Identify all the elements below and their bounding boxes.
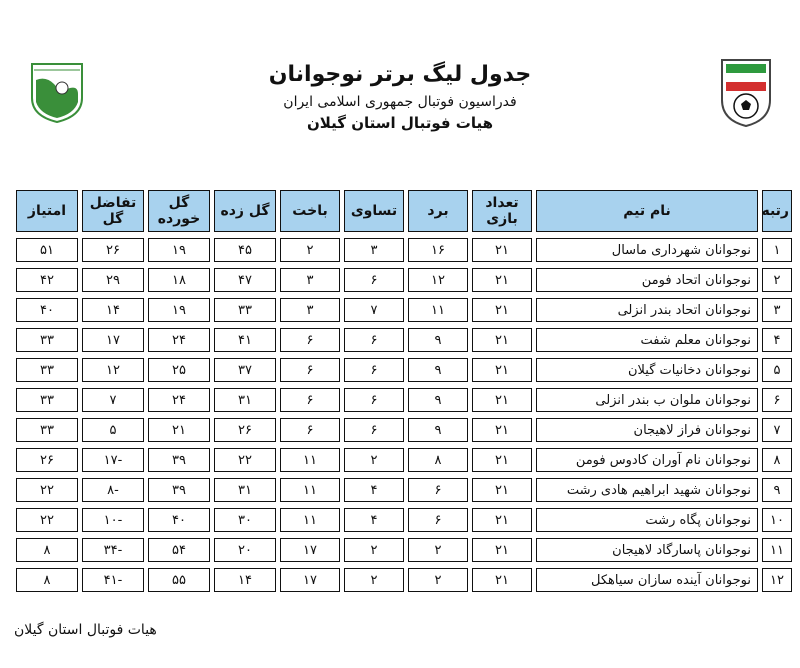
goals-for-cell: ۲۰ [214,538,276,562]
points-cell: ۳۳ [16,358,78,382]
table-row [16,358,792,382]
table-row [16,418,792,442]
table-header-row [16,190,792,232]
goals-for-cell: ۴۵ [214,238,276,262]
won-cell: ۹ [408,328,468,352]
lost-cell: ۶ [280,328,340,352]
rank-cell: ۷ [762,418,792,442]
goal-difference-cell: ۲۹ [82,268,144,292]
goal-difference-cell: ۱۲ [82,358,144,382]
column-header: تساوی [344,190,404,232]
rank-cell: ۹ [762,478,792,502]
team-cell: نوجوانان فراز لاهیجان [536,418,758,442]
goals-against-cell: ۲۱ [148,418,210,442]
table-row [16,238,792,262]
goal-difference-cell: ۵ [82,418,144,442]
rank-cell: ۳ [762,298,792,322]
won-cell: ۹ [408,418,468,442]
won-cell: ۹ [408,358,468,382]
table-row [16,568,792,592]
goals-for-cell: ۴۷ [214,268,276,292]
lost-cell: ۱۷ [280,538,340,562]
points-cell: ۸ [16,568,78,592]
won-cell: ۱۶ [408,238,468,262]
rank-cell: ۱۱ [762,538,792,562]
column-header: برد [408,190,468,232]
drawn-cell: ۴ [344,478,404,502]
lost-cell: ۶ [280,418,340,442]
team-cell: نوجوانان پگاه رشت [536,508,758,532]
lost-cell: ۳ [280,298,340,322]
federation-name: فدراسیون فوتبال جمهوری اسلامی ایران [283,94,517,110]
goals-for-cell: ۴۱ [214,328,276,352]
points-cell: ۴۰ [16,298,78,322]
goals-for-cell: ۲۶ [214,418,276,442]
lost-cell: ۳ [280,268,340,292]
played-cell: ۲۱ [472,328,532,352]
drawn-cell: ۲ [344,538,404,562]
played-cell: ۲۱ [472,238,532,262]
table-row [16,448,792,472]
goals-for-cell: ۳۱ [214,388,276,412]
team-cell: نوجوانان شهید ابراهیم هادی رشت [536,478,758,502]
played-cell: ۲۱ [472,448,532,472]
standings-table [12,184,796,598]
table-row [16,328,792,352]
team-cell: نوجوانان پاسارگاد لاهیجان [536,538,758,562]
rank-cell: ۸ [762,448,792,472]
won-cell: ۹ [408,388,468,412]
table-row [16,478,792,502]
goals-for-cell: ۳۷ [214,358,276,382]
lost-cell: ۱۱ [280,478,340,502]
table-row [16,388,792,412]
goal-difference-cell: -۴۱ [82,568,144,592]
goals-against-cell: ۲۴ [148,388,210,412]
rank-cell: ۴ [762,328,792,352]
column-header: تعداد بازی [472,190,532,232]
drawn-cell: ۶ [344,328,404,352]
drawn-cell: ۴ [344,508,404,532]
goal-difference-cell: -۱۰ [82,508,144,532]
page-header [0,0,800,180]
played-cell: ۲۱ [472,478,532,502]
drawn-cell: ۳ [344,238,404,262]
footer-caption: هیات فوتبال استان گیلان [14,622,157,638]
page-title: جدول لیگ برتر نوجوانان [268,62,532,87]
played-cell: ۲۱ [472,358,532,382]
goals-against-cell: ۳۹ [148,478,210,502]
goals-against-cell: ۲۴ [148,328,210,352]
goals-for-cell: ۳۰ [214,508,276,532]
played-cell: ۲۱ [472,388,532,412]
iran-football-federation-logo-icon [718,56,774,128]
team-cell: نوجوانان آینده سازان سیاهکل [536,568,758,592]
played-cell: ۲۱ [472,538,532,562]
played-cell: ۲۱ [472,418,532,442]
column-header: تفاضل گل [82,190,144,232]
goal-difference-cell: -۸ [82,478,144,502]
goals-against-cell: ۱۹ [148,298,210,322]
goals-for-cell: ۱۴ [214,568,276,592]
column-header: گل خورده [148,190,210,232]
played-cell: ۲۱ [472,298,532,322]
column-header: نام تیم [536,190,758,232]
table-row [16,508,792,532]
lost-cell: ۱۷ [280,568,340,592]
team-cell: نوجوانان شهرداری ماسال [536,238,758,262]
won-cell: ۲ [408,568,468,592]
goals-against-cell: ۲۵ [148,358,210,382]
goals-for-cell: ۳۳ [214,298,276,322]
table-row [16,298,792,322]
team-cell: نوجوانان معلم شفت [536,328,758,352]
won-cell: ۱۲ [408,268,468,292]
points-cell: ۲۲ [16,508,78,532]
lost-cell: ۱۱ [280,508,340,532]
goals-for-cell: ۳۱ [214,478,276,502]
rank-cell: ۵ [762,358,792,382]
team-cell: نوجوانان نام آوران کادوس فومن [536,448,758,472]
goals-against-cell: ۵۴ [148,538,210,562]
drawn-cell: ۷ [344,298,404,322]
team-cell: نوجوانان ملوان ب بندر انزلی [536,388,758,412]
points-cell: ۸ [16,538,78,562]
goals-against-cell: ۱۹ [148,238,210,262]
goal-difference-cell: ۱۴ [82,298,144,322]
rank-cell: ۲ [762,268,792,292]
points-cell: ۳۳ [16,418,78,442]
points-cell: ۲۲ [16,478,78,502]
drawn-cell: ۶ [344,268,404,292]
played-cell: ۲۱ [472,508,532,532]
drawn-cell: ۲ [344,568,404,592]
column-header: امتیاز [16,190,78,232]
goals-for-cell: ۲۲ [214,448,276,472]
goals-against-cell: ۳۹ [148,448,210,472]
table-row [16,538,792,562]
won-cell: ۶ [408,478,468,502]
lost-cell: ۶ [280,388,340,412]
team-cell: نوجوانان اتحاد فومن [536,268,758,292]
goal-difference-cell: -۱۷ [82,448,144,472]
goals-against-cell: ۴۰ [148,508,210,532]
won-cell: ۲ [408,538,468,562]
played-cell: ۲۱ [472,268,532,292]
column-header: رتبه [762,190,792,232]
points-cell: ۲۶ [16,448,78,472]
goal-difference-cell: ۲۶ [82,238,144,262]
lost-cell: ۶ [280,358,340,382]
rank-cell: ۱۰ [762,508,792,532]
team-cell: نوجوانان دخانیات گیلان [536,358,758,382]
team-cell: نوجوانان اتحاد بندر انزلی [536,298,758,322]
drawn-cell: ۲ [344,448,404,472]
points-cell: ۳۳ [16,328,78,352]
goal-difference-cell: ۷ [82,388,144,412]
rank-cell: ۱۲ [762,568,792,592]
column-header: باخت [280,190,340,232]
column-header: گل زده [214,190,276,232]
lost-cell: ۲ [280,238,340,262]
won-cell: ۱۱ [408,298,468,322]
table-row [16,268,792,292]
drawn-cell: ۶ [344,418,404,442]
points-cell: ۴۲ [16,268,78,292]
rank-cell: ۱ [762,238,792,262]
rank-cell: ۶ [762,388,792,412]
goals-against-cell: ۱۸ [148,268,210,292]
won-cell: ۸ [408,448,468,472]
goal-difference-cell: -۳۴ [82,538,144,562]
played-cell: ۲۱ [472,568,532,592]
won-cell: ۶ [408,508,468,532]
lost-cell: ۱۱ [280,448,340,472]
drawn-cell: ۶ [344,388,404,412]
drawn-cell: ۶ [344,358,404,382]
board-name: هیات فوتبال استان گیلان [306,114,493,132]
points-cell: ۵۱ [16,238,78,262]
goals-against-cell: ۵۵ [148,568,210,592]
points-cell: ۳۳ [16,388,78,412]
goal-difference-cell: ۱۷ [82,328,144,352]
